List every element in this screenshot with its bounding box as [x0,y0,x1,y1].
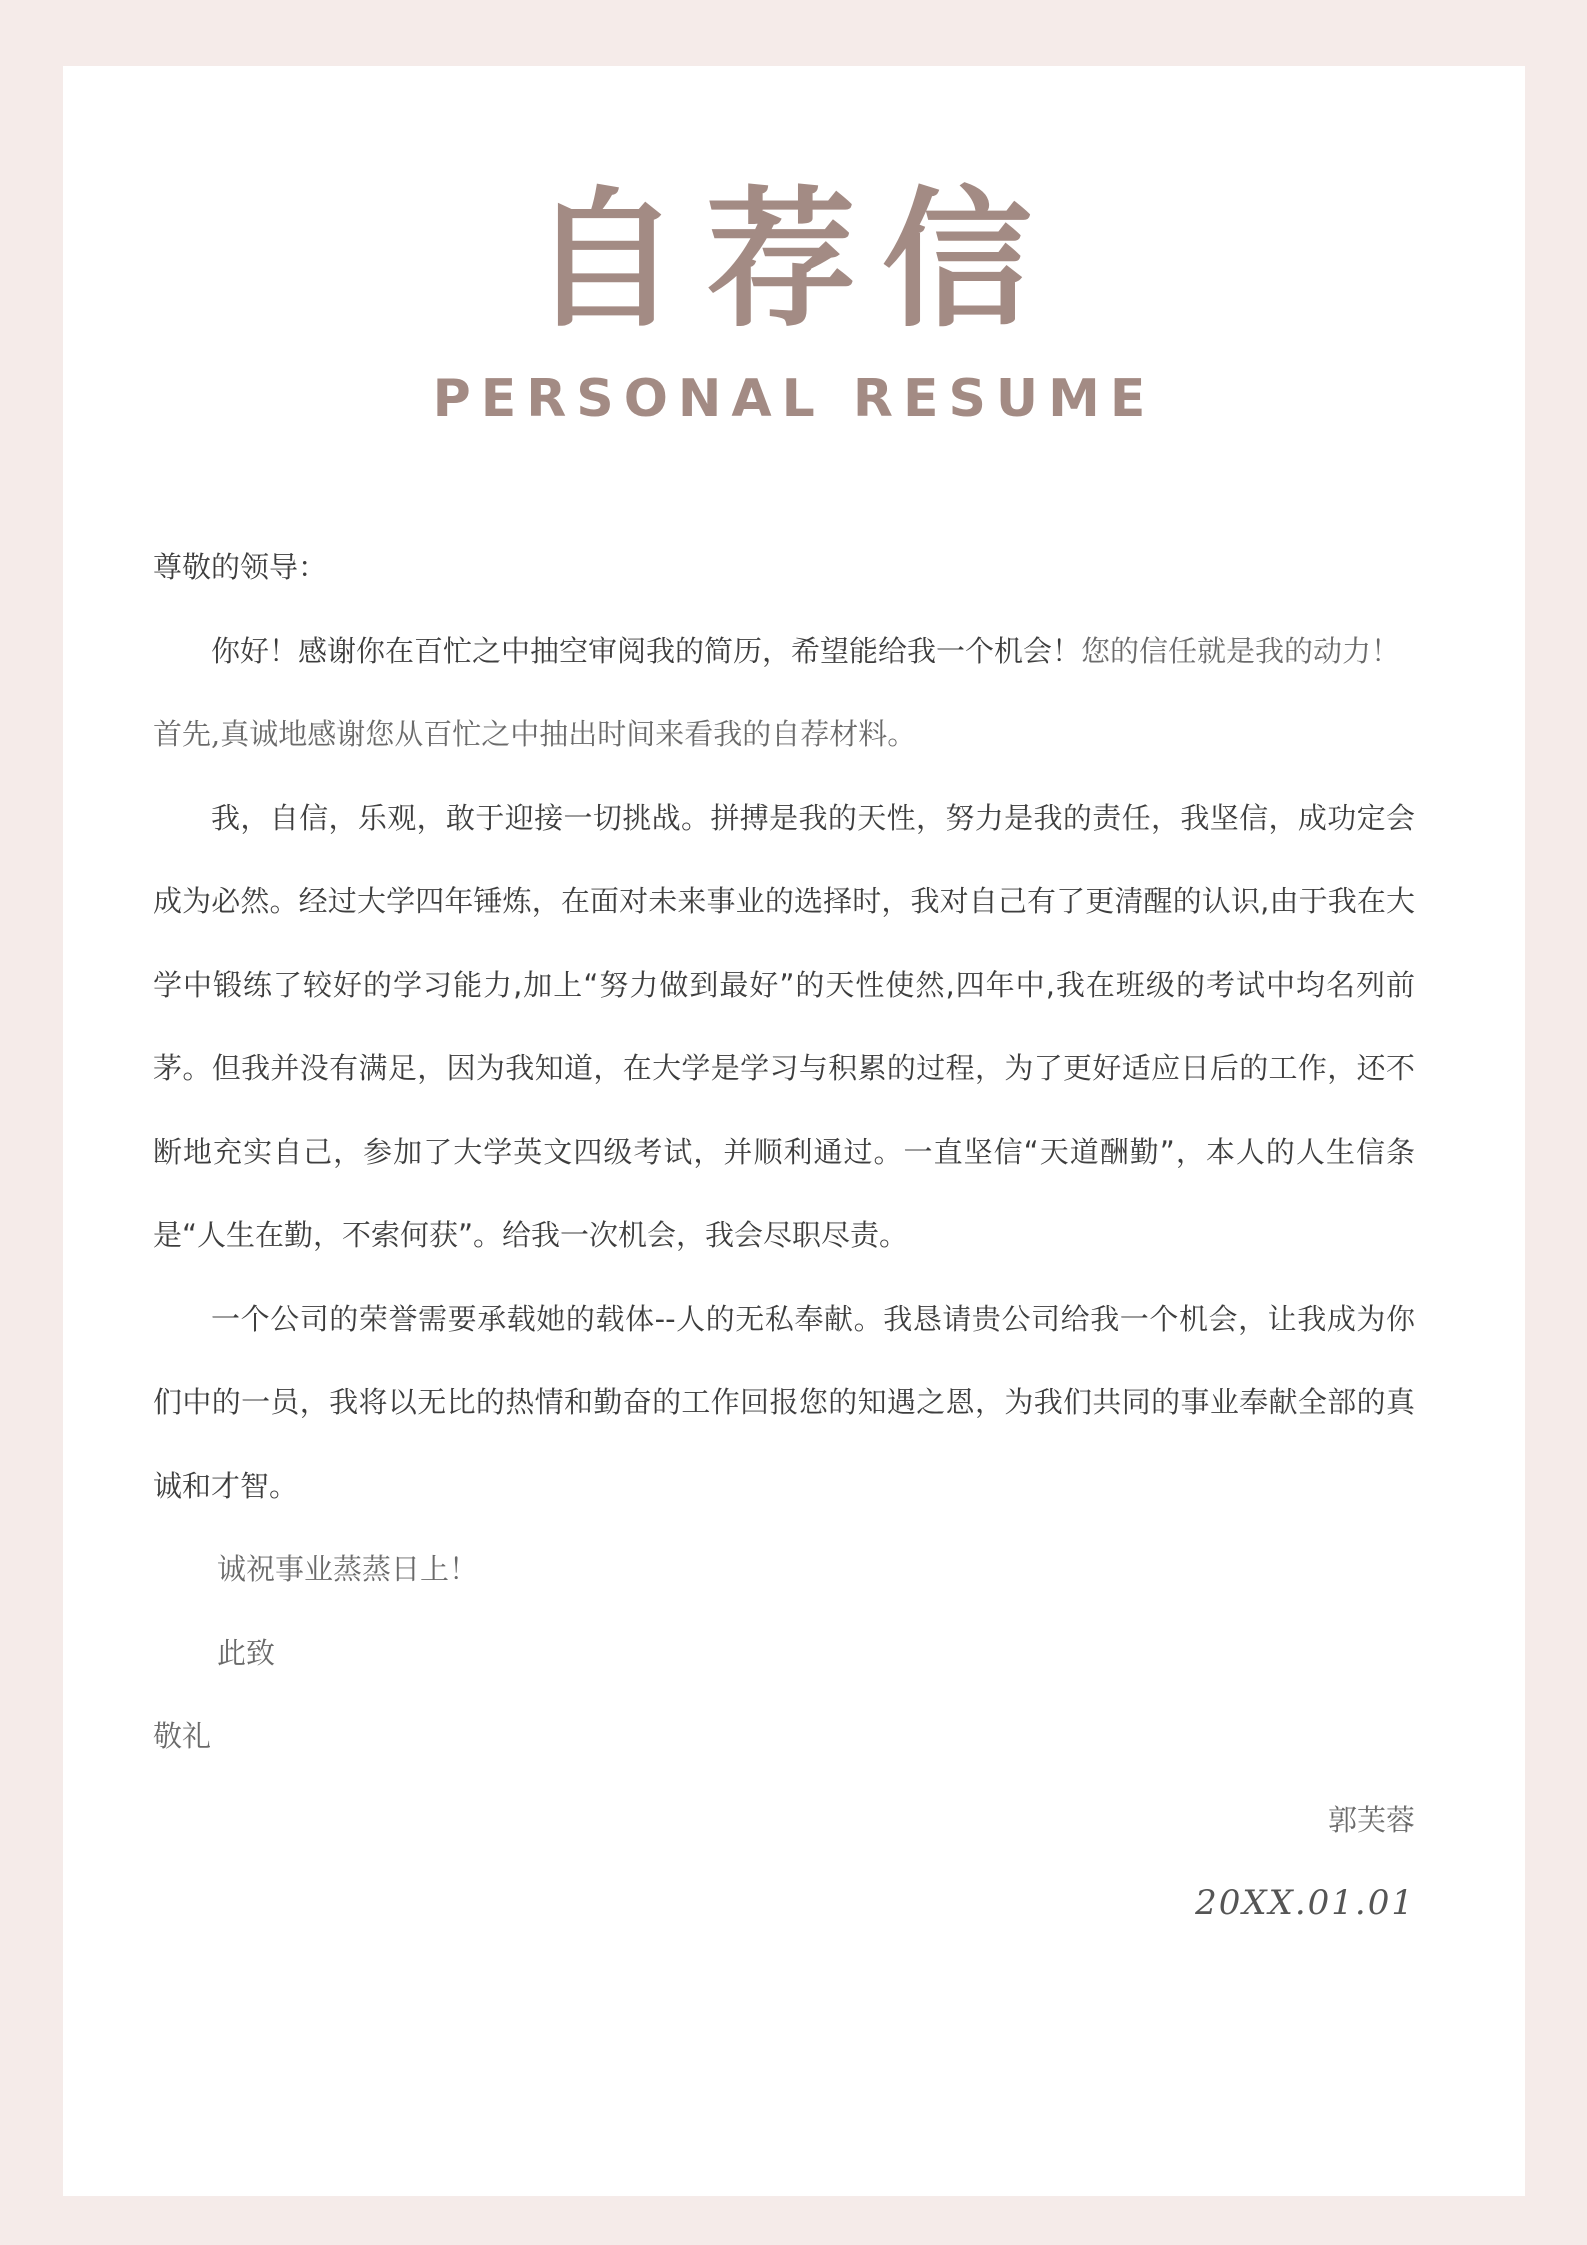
paragraph-2-line-1: 我，自信，乐观，敢于迎接一切挑战。拼搏是我的天性，努力是我的责任，我坚信，成功定会 [211,800,1415,835]
letter-subtitle: PERSONAL RESUME [432,369,1156,429]
paragraph-2-line-5: 断地充实自己，参加了大学英文四级考试，并顺利通过。一直坚信“天道酬勤”，本人的人生信条 [153,1134,1415,1169]
paragraph-3-line-3: 诚和才智。 [153,1468,299,1503]
letter-date: 20XX.01.01 [1195,1883,1415,1923]
paragraph-3-line-1: 一个公司的荣誉需要承载她的载体--人的无私奉献。我恳请贵公司给我一个机会，让我成为你 [211,1301,1415,1336]
trust-text: 您的信任就是我的动力！ [1081,633,1401,668]
paragraph-2-line-6: 是“人生在勤，不索何获”。给我一次机会，我会尽职尽责。 [153,1218,909,1252]
paragraph-1-line-2: 首先,真诚地感谢您从百忙之中抽出时间来看我的自荐材料。 [153,717,917,751]
letter-body [153,526,1415,1946]
wish-line: 诚祝事业蒸蒸日上！ [217,1552,479,1586]
closing-line-1: 此致 [217,1635,276,1670]
letter-title: 自荐信 [529,174,1058,348]
paragraph-2-line-2: 成为必然。经过大学四年锤炼，在面对未来事业的选择时，我对自己有了更清醒的认识,由于我在大 [153,884,1415,918]
paragraph-2-line-4: 茅。但我并没有满足，因为我知道，在大学是学习与积累的过程，为了更好适应日后的工作，还不 [153,1051,1415,1085]
paragraph-2-line-3: 学中锻练了较好的学习能力,加上“努力做到最好”的天性使然,四年中,我在班级的考试中均名列前 [153,967,1415,1002]
signature: 郭芙蓉 [1327,1802,1415,1837]
letter-page [63,66,1525,2196]
greeting-text: 你好！感谢你在百忙之中抽空审阅我的简历，希望能给我一个机会！ [211,633,1082,668]
salutation: 尊敬的领导： [153,550,328,584]
paragraph-3-line-2: 们中的一员，我将以无比的热情和勤奋的工作回报您的知遇之恩，为我们共同的事业奉献全部的真 [153,1385,1415,1419]
closing-line-2: 敬礼 [153,1719,212,1753]
paragraph-1-line-1 [153,610,1415,694]
